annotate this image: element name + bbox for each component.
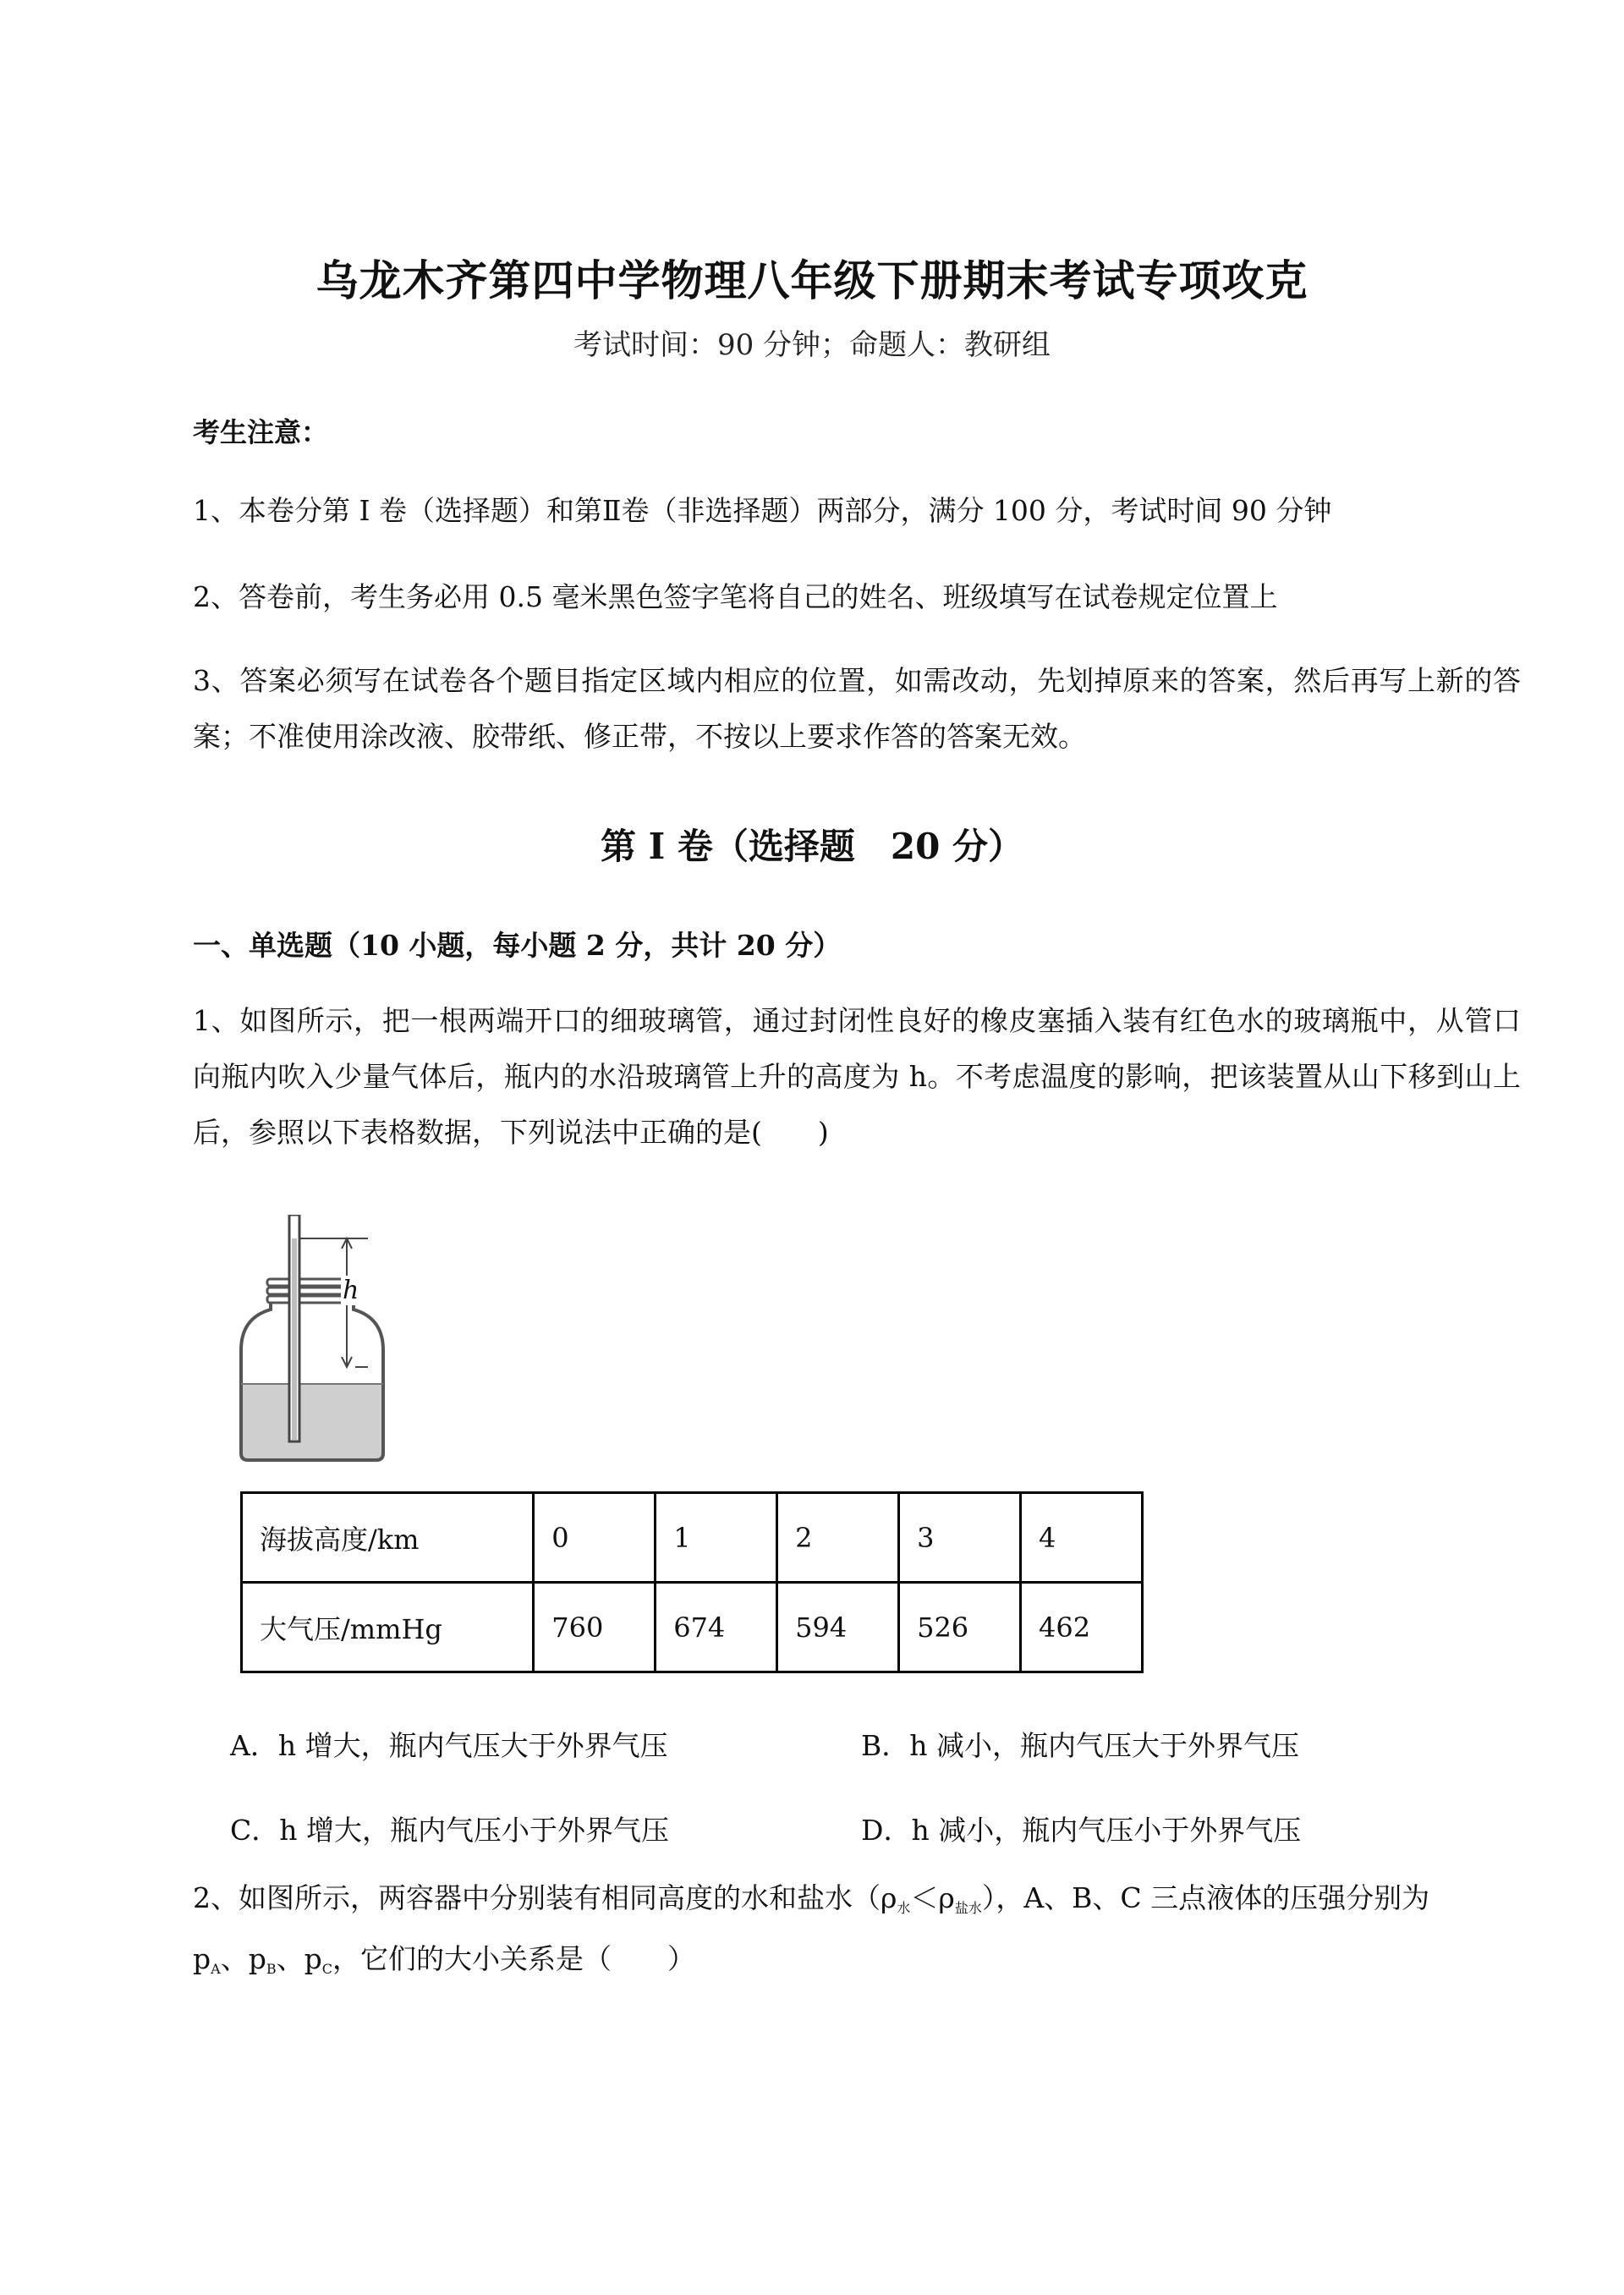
q2-sub-a: A bbox=[211, 1961, 221, 1977]
figure-h-label: h bbox=[343, 1276, 359, 1305]
table-cell: 594 bbox=[777, 1583, 899, 1672]
option-b[interactable]: B．h 减小，瓶内气压大于外界气压 bbox=[861, 1729, 1299, 1762]
notice-item-3: 3、答案必须写在试卷各个题目指定区域内相应的位置，如需改动，先划掉原来的答案，然后再写上新的答案；不准使用涂改液、胶带纸、修正带，不按以上要求作答的答案无效。 bbox=[193, 664, 1521, 753]
table-cell: 0 bbox=[534, 1493, 656, 1583]
table-cell: 大气压/mmHg bbox=[242, 1583, 534, 1672]
table-cell: 462 bbox=[1021, 1583, 1143, 1672]
option-c[interactable]: C．h 增大，瓶内气压小于外界气压 bbox=[230, 1814, 669, 1847]
table-cell: 526 bbox=[899, 1583, 1021, 1672]
table-cell: 海拔高度/km bbox=[242, 1493, 534, 1583]
part-heading: 一、单选题（10 小题，每小题 2 分，共计 20 分） bbox=[193, 929, 842, 962]
notice-item-2: 2、答卷前，考生务必用 0.5 毫米黑色签字笔将自己的姓名、班级填写在试卷规定位置上 bbox=[193, 580, 1278, 613]
q2-text: 2、如图所示，两容器中分别装有相同高度的水和盐水（ρ bbox=[193, 1881, 897, 1914]
table-cell: 1 bbox=[656, 1493, 777, 1583]
question-2-stem-line2 bbox=[193, 1941, 695, 1988]
exam-title: 乌龙木齐第四中学物理八年级下册期末考试专项攻克 bbox=[315, 255, 1309, 305]
q2-text: 、p bbox=[220, 1942, 266, 1975]
q2-text: 、p bbox=[276, 1942, 322, 1975]
altitude-pressure-table bbox=[240, 1491, 1144, 1673]
q2-text: ＜ρ bbox=[910, 1881, 955, 1914]
q2-text: p bbox=[193, 1942, 211, 1975]
notice-heading: 考生注意： bbox=[193, 416, 329, 448]
table-cell: 674 bbox=[656, 1583, 777, 1672]
table-row bbox=[242, 1493, 1143, 1583]
section-title: 第 I 卷（选择题 20 分） bbox=[601, 826, 1023, 867]
table-row bbox=[242, 1583, 1143, 1672]
q2-sub-c: C bbox=[321, 1961, 332, 1977]
q2-text: ），A、B、C 三点液体的压强分别为 bbox=[981, 1881, 1430, 1914]
option-a[interactable]: A．h 增大，瓶内气压大于外界气压 bbox=[230, 1729, 668, 1762]
exam-subtitle: 考试时间：90 分钟；命题人：教研组 bbox=[573, 328, 1051, 362]
q2-sub-salt: 盐水 bbox=[954, 1900, 982, 1916]
q2-sub-water: 水 bbox=[897, 1900, 911, 1916]
table-cell: 4 bbox=[1021, 1493, 1143, 1583]
table-cell: 3 bbox=[899, 1493, 1021, 1583]
option-d[interactable]: D．h 减小，瓶内气压小于外界气压 bbox=[861, 1814, 1302, 1847]
notice-item-1: 1、本卷分第 I 卷（选择题）和第Ⅱ卷（非选择题）两部分，满分 100 分，考试时间 90 分钟 bbox=[193, 494, 1332, 527]
q2-sub-b: B bbox=[266, 1961, 277, 1977]
question-1-stem: 1、如图所示，把一根两端开口的细玻璃管，通过封闭性良好的橡皮塞插入装有红色水的玻璃瓶中，从管口向瓶内吹入少量气体后，瓶内的水沿玻璃管上升的高度为 h。不考虑温度的影响，把该装置从山下移到山上后，参照以下表格数据，下列说法中正确的是( ) bbox=[193, 1004, 1521, 1149]
bottle-tube-figure bbox=[228, 1215, 431, 1469]
question-2-stem bbox=[193, 1880, 1429, 1927]
table-cell: 760 bbox=[534, 1583, 656, 1672]
q2-text: ，它们的大小关系是（ ） bbox=[332, 1942, 695, 1975]
table-cell: 2 bbox=[777, 1493, 899, 1583]
